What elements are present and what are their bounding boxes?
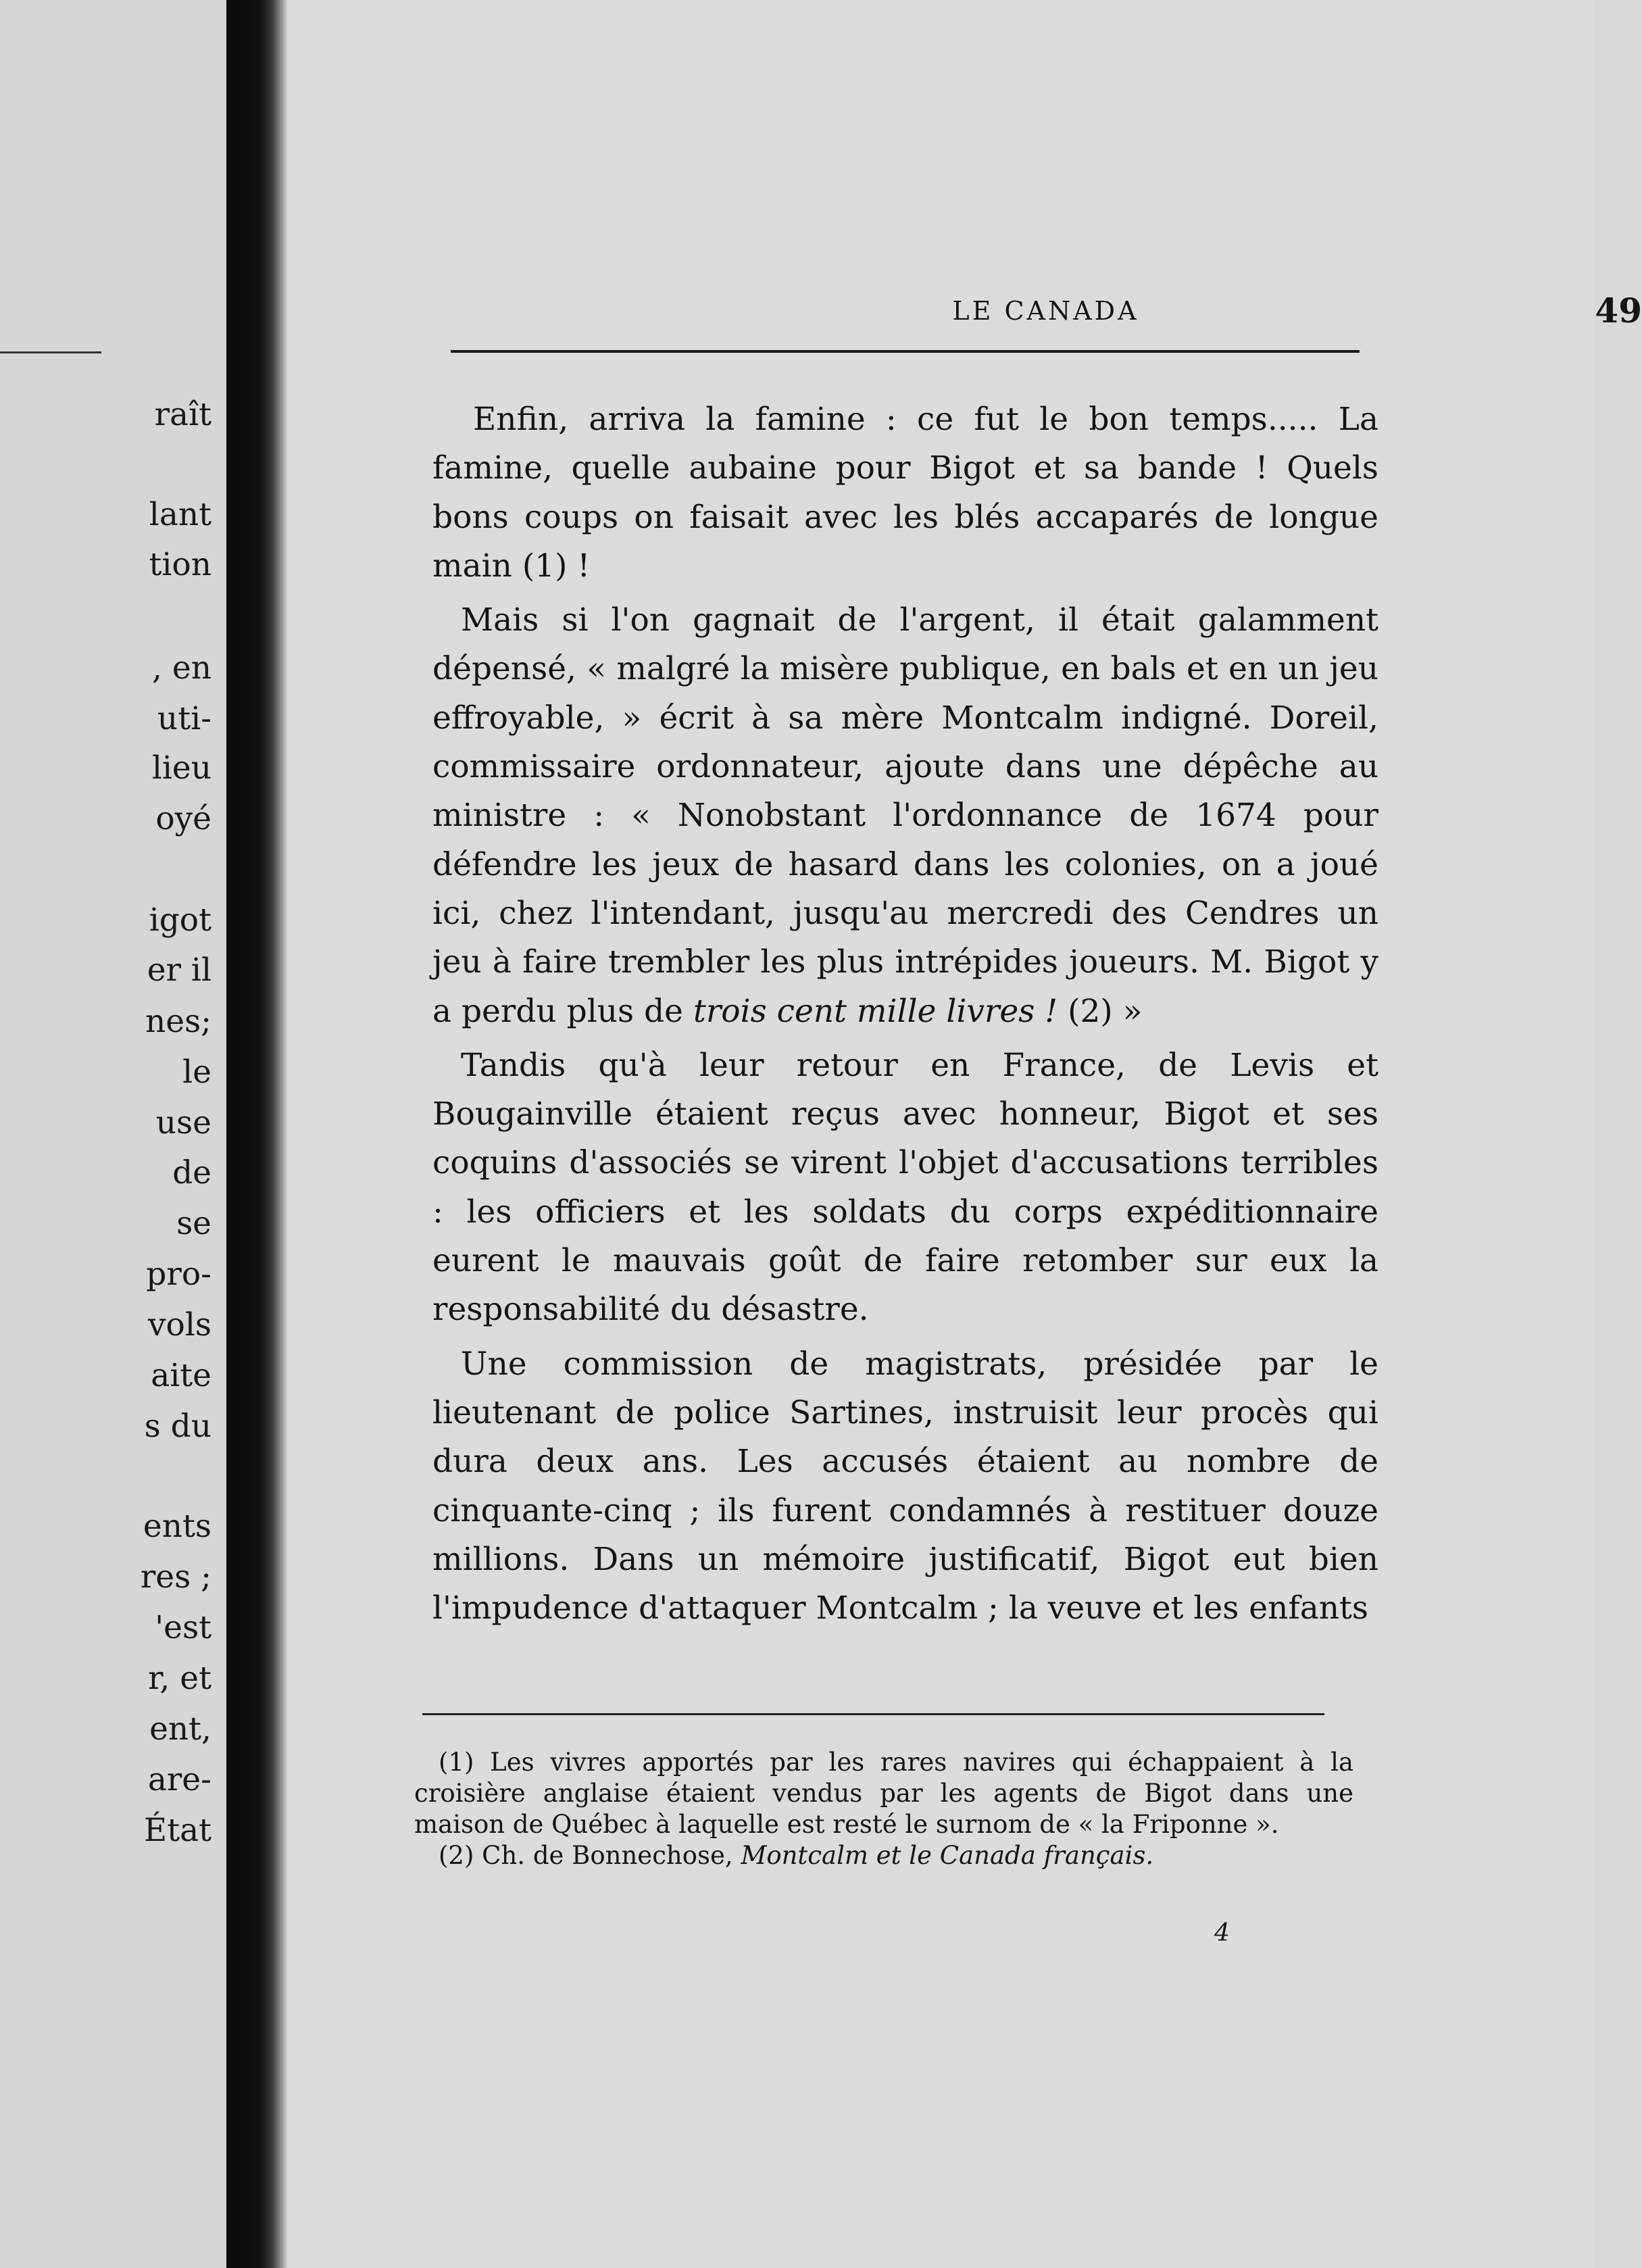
left-fragment: uti- <box>157 700 212 737</box>
left-fragment: État <box>143 1812 212 1849</box>
left-fragment: , en <box>152 649 212 687</box>
left-fragment: de <box>172 1154 212 1191</box>
paragraph-text: Tandis qu'à leur retour en France, de Levis et Bougainville étaient reçus avec honneur, Bigot et ses coquins d'associés se virent l'objet d'accusations terribles : les officiers et les soldats du corps expéditionnaire eurent le mauvais goût de faire retomber sur eux la responsabilité du désastre. <box>432 1046 1378 1329</box>
left-fragment: lieu <box>151 749 212 787</box>
left-fragment: nes; <box>145 1003 212 1040</box>
italic-phrase: trois cent mille livres ! <box>693 992 1058 1030</box>
left-fragment: tion <box>149 546 212 583</box>
signature-mark: 4 <box>1214 1919 1230 1947</box>
left-fragment: le <box>182 1054 212 1091</box>
left-fragment: use <box>155 1104 212 1141</box>
book-gutter-shadow <box>226 0 287 2268</box>
paragraph-text: Mais si l'on gagnait de l'argent, il était galamment dépensé, « malgré la misère publique, en bals et en un jeu effroyable, » écrit à sa mère Montcalm indigné. Doreil, commissaire ordonnateur, ajoute dans une dépêche au ministre : « Nonobstant l'ordonnance de 1674 pour défendre les jeux de hasard dans les colonies, on a joué ici, chez l'intendant, jusqu'au mercredi des Cendres un jeu à faire trembler les plus intrépides joueurs. M. Bigot y a perdu plus de <box>432 601 1378 1030</box>
paragraph <box>432 1340 1378 1633</box>
left-fragment: 'est <box>155 1609 212 1646</box>
left-fragment: res ; <box>140 1558 212 1596</box>
paragraph <box>432 1041 1378 1335</box>
page-header <box>449 291 1642 345</box>
footnote-text: (1) Les vivres apportés par les rares navires qui échappaient à la croisière anglaise étaient vendus par les agents de Bigot dans une maison de Québec à laquelle est resté le surnom de « la Friponne ». <box>414 1748 1353 1839</box>
left-fragment: raît <box>154 396 212 433</box>
paragraph-text: Une commission de magistrats, présidée par le lieutenant de police Sartines, instruisit leur procès qui dura deux ans. Les accusés étaient au nombre de cinquante-cinq ; ils furent condamnés à restituer douze millions. Dans un mémoire justificatif, Bigot eut bien l'impudence d'attaquer Montcalm ; la veuve et les enfants <box>432 1345 1378 1627</box>
footnote-text: (2) Ch. de Bonnechose, <box>439 1841 733 1870</box>
running-title: LE CANADA <box>952 296 1139 326</box>
footnote-book-title: Montcalm et le Canada français. <box>741 1841 1154 1870</box>
paragraph-text-tail: (2) » <box>1058 992 1143 1030</box>
header-rule <box>451 350 1360 353</box>
left-fragment: r, et <box>148 1660 212 1697</box>
left-fragment: ent, <box>149 1710 212 1748</box>
left-fragment: se <box>176 1205 212 1242</box>
body-text <box>432 395 1378 1638</box>
page-number: 49 <box>1595 291 1642 330</box>
left-fragment: ents <box>143 1508 212 1545</box>
paragraph <box>432 395 1378 591</box>
footnotes <box>414 1747 1353 1871</box>
paragraph-text: Enfin, arriva la famine : ce fut le bon temps..... La famine, quelle aubaine pour Bigot et sa bande ! Quels bons coups on faisait avec les blés accaparés de longue main (1) ! <box>432 401 1378 585</box>
right-page <box>287 0 1642 2268</box>
left-fragment: lant <box>149 496 212 533</box>
left-fragment: vols <box>148 1306 212 1343</box>
left-fragment: igot <box>149 902 212 939</box>
left-fragment: er il <box>147 952 212 989</box>
left-fragment: pro- <box>146 1256 212 1293</box>
left-fragment: s du <box>144 1408 212 1445</box>
paragraph <box>432 596 1378 1036</box>
footnote-rule <box>422 1713 1324 1715</box>
left-fragment: oyé <box>155 800 212 837</box>
left-facing-page <box>0 0 226 2268</box>
left-fragment: are- <box>147 1761 212 1798</box>
footnote <box>414 1747 1353 1840</box>
left-fragment: aite <box>151 1357 212 1394</box>
footnote <box>414 1840 1353 1871</box>
left-page-rule <box>0 351 101 353</box>
